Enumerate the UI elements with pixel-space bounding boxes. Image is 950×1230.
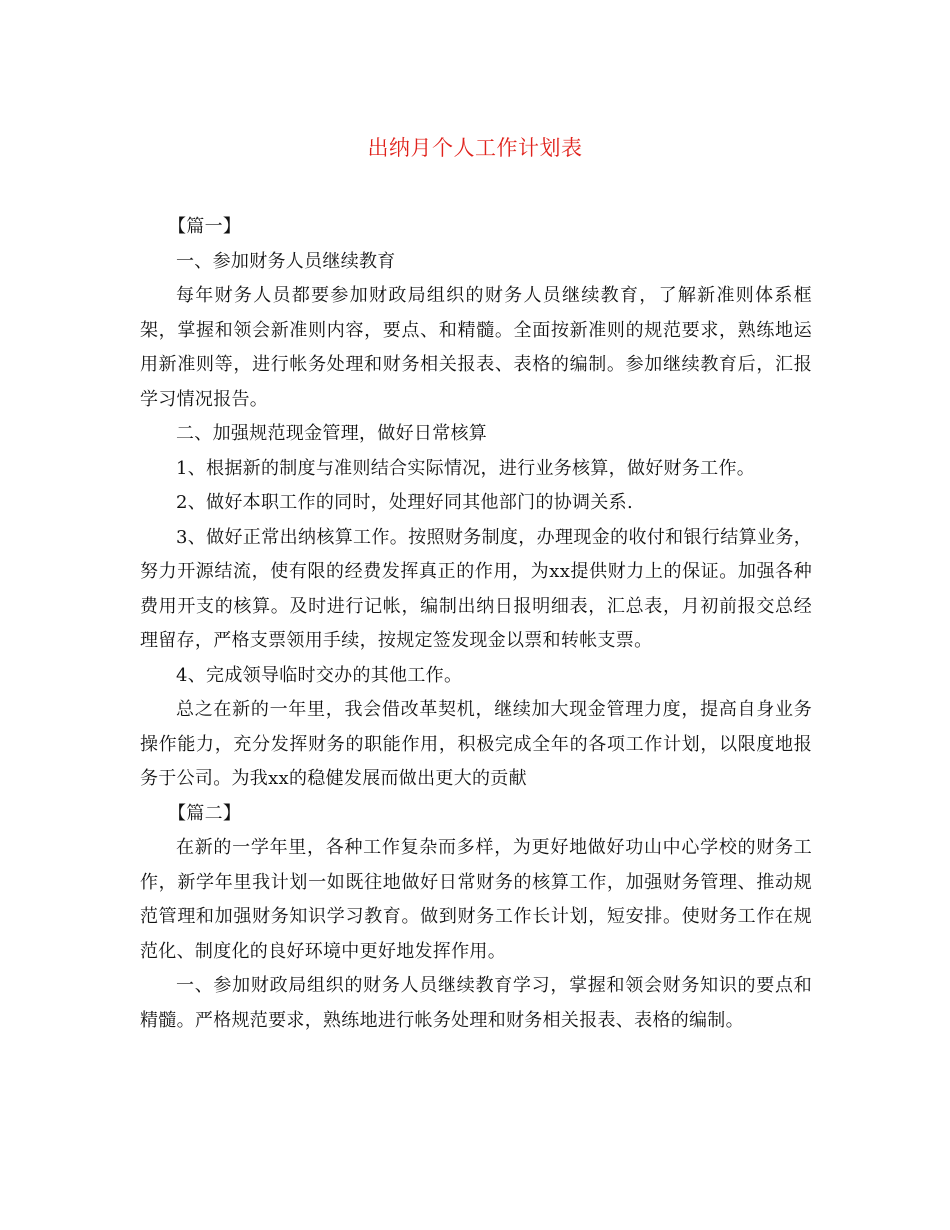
- section-heading-1: 【篇一】: [168, 216, 242, 237]
- document-title: 出纳月个人工作计划表: [367, 136, 583, 160]
- paragraph: 4、完成领导临时交办的其他工作。: [176, 664, 463, 686]
- document-body: [140, 210, 812, 1038]
- section-heading-2: 【篇二】: [168, 802, 242, 824]
- paragraph: 1、根据新的制度与准则结合实际情况，进行业务核算，做好财务工作。: [176, 457, 756, 479]
- paragraph: 总之在新的一年里，我会借改革契机，继续加大现金管理力度，提高自身业务操作能力，充分发挥财务的职能作用，积极完成全年的各项工作计划，以限度地报务于公司。为我xx的稳健发展而做出更大的贡献: [140, 699, 812, 789]
- paragraph: 在新的一学年里，各种工作复杂而多样，为更好地做好功山中心学校的财务工作，新学年里我计划一如既往地做好日常财务的核算工作，加强财务管理、推动规范管理和加强财务知识学习教育。做到财务工作长计划，短安排。使财务工作在规范化、制度化的良好环境中更好地发挥作用。: [140, 837, 812, 962]
- paragraph: 3、做好正常出纳核算工作。按照财务制度，办理现金的收付和银行结算业务，努力开源结流，使有限的经费发挥真正的作用，为xx提供财力上的保证。加强各种费用开支的核算。及时进行记帐，编制出纳日报明细表，汇总表，月初前报交总经理留存，严格支票领用手续，按规定签发现金以票和转帐支票。: [140, 526, 812, 651]
- paragraph: 一、参加财务人员继续教育: [176, 250, 396, 272]
- paragraph: 每年财务人员都要参加财政局组织的财务人员继续教育，了解新准则体系框架，掌握和领会新准则内容，要点、和精髓。全面按新准则的规范要求，熟练地运用新准则等，进行帐务处理和财务相关报表、表格的编制。参加继续教育后，汇报学习情况报告。: [140, 285, 812, 410]
- paragraph: 一、参加财政局组织的财务人员继续教育学习，掌握和领会财务知识的要点和精髓。严格规范要求，熟练地进行帐务处理和财务相关报表、表格的编制。: [140, 975, 812, 1031]
- paragraph: 二、加强规范现金管理，做好日常核算: [176, 423, 488, 444]
- paragraph: 2、做好本职工作的同时，处理好同其他部门的协调关系.: [176, 492, 633, 513]
